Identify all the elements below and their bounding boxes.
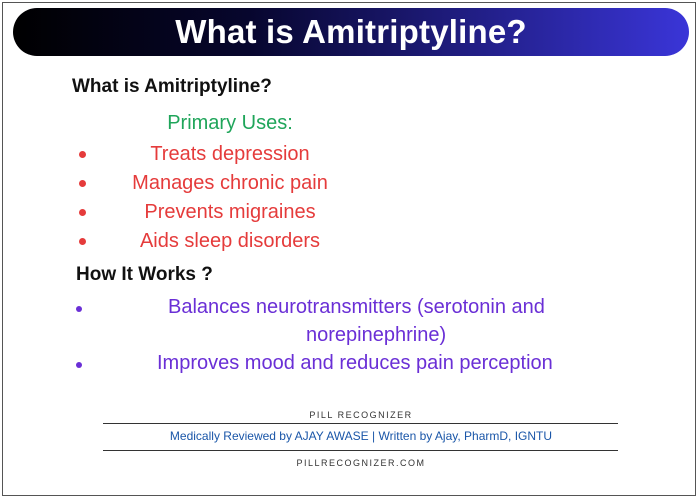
- primary-uses-list: [0, 140, 460, 256]
- list-item-text: Prevents migraines: [144, 201, 316, 223]
- bullet-icon: [79, 151, 86, 158]
- list-item-text-line1: Balances neurotransmitters (serotonin and: [168, 296, 545, 318]
- section-heading-what-is: What is Amitriptyline?: [72, 76, 272, 97]
- list-item: [0, 227, 460, 256]
- footer-divider-top: [103, 423, 618, 424]
- list-item: [0, 140, 460, 169]
- primary-uses-label: Primary Uses:: [167, 112, 293, 134]
- bullet-icon: [79, 238, 86, 245]
- list-item-text-line2: norepinephrine): [306, 324, 447, 346]
- list-item-text: Treats depression: [150, 143, 310, 165]
- footer-brand: PILL RECOGNIZER: [309, 410, 413, 420]
- bullet-icon: [79, 180, 86, 187]
- section-heading-how-it-works: How It Works ?: [76, 264, 213, 285]
- footer-review-credit: Medically Reviewed by AJAY AWASE | Written by Ajay, PharmD, IGNTU: [169, 429, 553, 443]
- bullet-icon: [76, 362, 82, 368]
- bullet-icon: [76, 306, 82, 312]
- list-item-text-line1: Improves mood and reduces pain perception: [157, 352, 553, 374]
- bullet-icon: [79, 209, 86, 216]
- footer-site-url: PILLRECOGNIZER.COM: [296, 458, 426, 468]
- footer-divider-bottom: [103, 450, 618, 451]
- list-item: [0, 169, 460, 198]
- banner-title: What is Amitriptyline?: [175, 13, 527, 50]
- list-item: [0, 198, 460, 227]
- list-item: [0, 292, 700, 350]
- list-item: [0, 350, 700, 380]
- title-banner: [13, 8, 689, 56]
- how-it-works-list: [0, 292, 700, 380]
- list-item-text: Aids sleep disorders: [139, 230, 321, 252]
- list-item-text: Manages chronic pain: [132, 172, 328, 194]
